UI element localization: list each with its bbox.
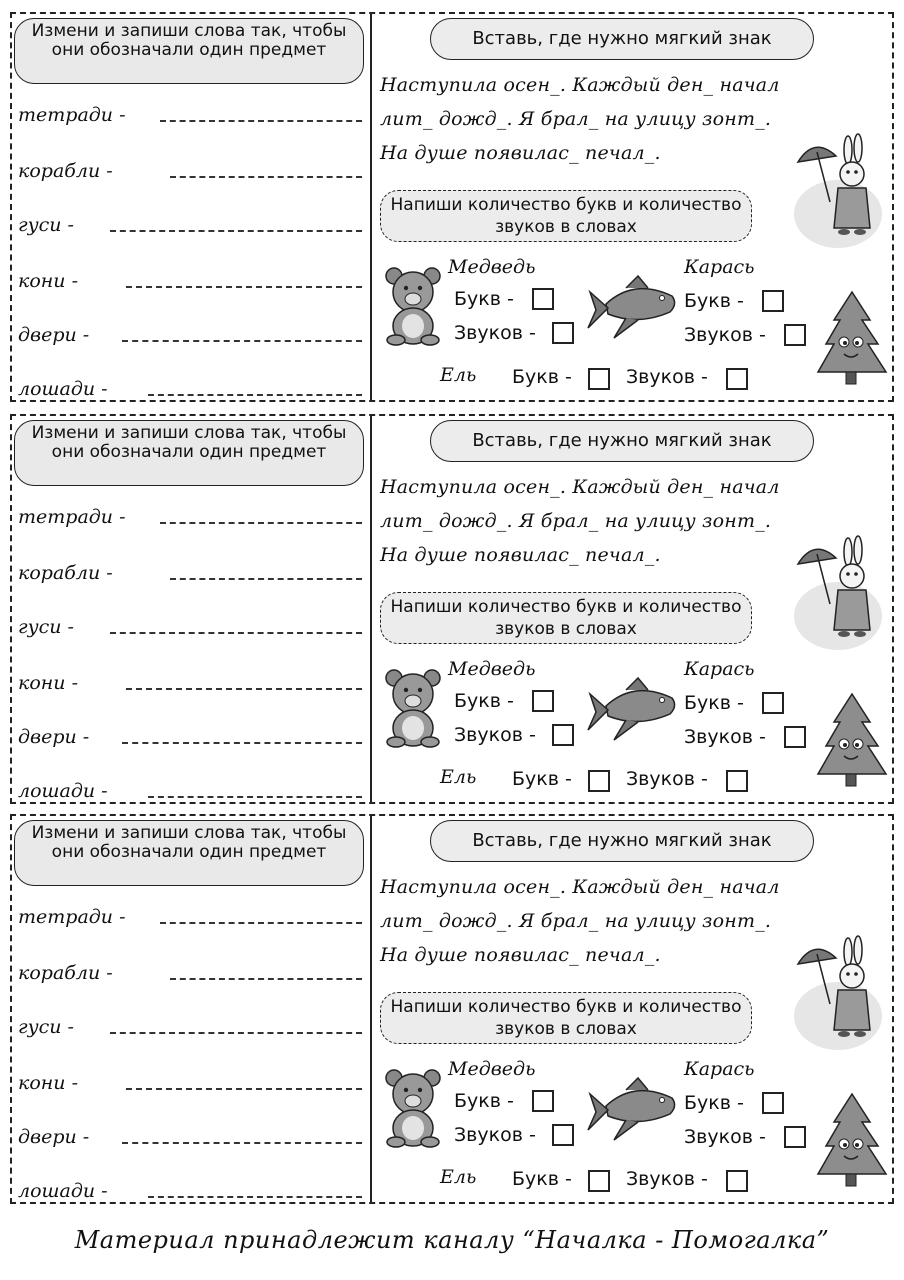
answer-line[interactable]: [148, 796, 362, 798]
letters-label: Букв -: [684, 290, 744, 312]
bear-icon: [382, 666, 444, 748]
word-row: [18, 1168, 362, 1208]
sounds-label: Звуков -: [626, 768, 708, 790]
sounds-box[interactable]: [552, 322, 574, 344]
word-row: [18, 1004, 362, 1044]
word-label: корабли -: [18, 562, 113, 584]
bear-icon: [382, 264, 444, 346]
sounds-box[interactable]: [784, 1126, 806, 1148]
word-row: [18, 258, 362, 298]
answer-line[interactable]: [110, 1032, 362, 1034]
letters-box[interactable]: [762, 692, 784, 714]
word-label: гуси -: [18, 1016, 74, 1038]
column-divider: [370, 14, 372, 400]
sounds-box[interactable]: [726, 368, 748, 390]
answer-line[interactable]: [122, 1142, 362, 1144]
letters-label: Букв -: [512, 366, 572, 388]
sounds-label: Звуков -: [626, 366, 708, 388]
letters-label: Букв -: [684, 1092, 744, 1114]
bunny-umbrella-icon: [792, 934, 884, 1052]
word-label: кони -: [18, 1072, 78, 1094]
answer-line[interactable]: [160, 120, 362, 122]
letters-box[interactable]: [532, 288, 554, 310]
sentence-line: На душе появилас_ печал_.: [380, 544, 661, 566]
sounds-box[interactable]: [726, 770, 748, 792]
fish-icon: [586, 274, 682, 344]
sentence-line: Наступила осен_. Каждый ден_ начал: [380, 876, 780, 898]
word-row: [18, 92, 362, 132]
sounds-label: Звуков -: [684, 324, 766, 346]
sentence-line: лит_ дожд_. Я брал_ на улицу зонт_.: [380, 108, 772, 130]
answer-line[interactable]: [126, 286, 362, 288]
word-bear: Медведь: [448, 256, 536, 278]
letters-label: Букв -: [454, 288, 514, 310]
letters-label: Букв -: [454, 690, 514, 712]
word-label: лошади -: [18, 780, 108, 802]
word-row: [18, 1060, 362, 1100]
answer-line[interactable]: [170, 176, 362, 178]
answer-line[interactable]: [110, 230, 362, 232]
sentence-line: На душе появилас_ печал_.: [380, 142, 661, 164]
column-divider: [370, 816, 372, 1202]
right-task-title: Вставь, где нужно мягкий знак: [430, 820, 814, 862]
sounds-label: Звуков -: [684, 726, 766, 748]
answer-line[interactable]: [170, 578, 362, 580]
sounds-label: Звуков -: [454, 724, 536, 746]
answer-line[interactable]: [148, 394, 362, 396]
sounds-box[interactable]: [552, 1124, 574, 1146]
letters-box[interactable]: [588, 1170, 610, 1192]
count-task-title: Напиши количество букв и количество звуков в словах: [380, 992, 752, 1044]
word-row: [18, 604, 362, 644]
word-row: [18, 894, 362, 934]
answer-line[interactable]: [126, 688, 362, 690]
right-task-title: Вставь, где нужно мягкий знак: [430, 18, 814, 60]
answer-line[interactable]: [170, 978, 362, 980]
word-label: тетради -: [18, 906, 126, 928]
word-row: [18, 366, 362, 406]
word-spruce: Ель: [440, 364, 477, 386]
bunny-umbrella-icon: [792, 534, 884, 652]
sounds-box[interactable]: [784, 324, 806, 346]
answer-line[interactable]: [126, 1088, 362, 1090]
sounds-box[interactable]: [784, 726, 806, 748]
answer-line[interactable]: [148, 1196, 362, 1198]
letters-label: Букв -: [454, 1090, 514, 1112]
letters-box[interactable]: [588, 770, 610, 792]
sentence-line: На душе появилас_ печал_.: [380, 944, 661, 966]
left-task-title: Измени и запиши слова так, чтобы они обозначали один предмет: [14, 820, 364, 886]
footer-credit: Материал принадлежит каналу “Началка - Помогалка”: [74, 1226, 830, 1254]
word-row: [18, 148, 362, 188]
left-task-title: Измени и запиши слова так, чтобы они обозначали один предмет: [14, 420, 364, 486]
word-row: [18, 950, 362, 990]
count-task-title: Напиши количество букв и количество звуков в словах: [380, 190, 752, 242]
letters-box[interactable]: [532, 690, 554, 712]
word-label: тетради -: [18, 104, 126, 126]
word-spruce: Ель: [440, 766, 477, 788]
letters-box[interactable]: [532, 1090, 554, 1112]
sounds-box[interactable]: [552, 724, 574, 746]
worksheet-card: [10, 814, 894, 1204]
right-task-title: Вставь, где нужно мягкий знак: [430, 420, 814, 462]
letters-box[interactable]: [762, 290, 784, 312]
word-bear: Медведь: [448, 658, 536, 680]
answer-line[interactable]: [160, 522, 362, 524]
sounds-label: Звуков -: [454, 1124, 536, 1146]
word-row: [18, 494, 362, 534]
word-label: тетради -: [18, 506, 126, 528]
sounds-label: Звуков -: [684, 1126, 766, 1148]
count-task-title: Напиши количество букв и количество звуков в словах: [380, 592, 752, 644]
answer-line[interactable]: [122, 742, 362, 744]
word-label: гуси -: [18, 616, 74, 638]
word-crucian: Карась: [684, 658, 755, 680]
word-label: двери -: [18, 324, 90, 346]
column-divider: [370, 416, 372, 802]
tree-icon: [814, 290, 888, 386]
sentence-line: лит_ дожд_. Я брал_ на улицу зонт_.: [380, 910, 772, 932]
letters-label: Букв -: [512, 1168, 572, 1190]
word-row: [18, 660, 362, 700]
tree-icon: [814, 1092, 888, 1188]
answer-line[interactable]: [110, 632, 362, 634]
sentence-line: Наступила осен_. Каждый ден_ начал: [380, 476, 780, 498]
worksheet-card: [10, 12, 894, 402]
fish-icon: [586, 1076, 682, 1146]
sounds-label: Звуков -: [454, 322, 536, 344]
word-row: [18, 714, 362, 754]
word-label: корабли -: [18, 962, 113, 984]
worksheet-card: [10, 414, 894, 804]
word-label: двери -: [18, 726, 90, 748]
bear-icon: [382, 1066, 444, 1148]
word-crucian: Карась: [684, 1058, 755, 1080]
word-label: гуси -: [18, 214, 74, 236]
sounds-label: Звуков -: [626, 1168, 708, 1190]
sentence-line: лит_ дожд_. Я брал_ на улицу зонт_.: [380, 510, 772, 532]
word-row: [18, 550, 362, 590]
sentence-line: Наступила осен_. Каждый ден_ начал: [380, 74, 780, 96]
tree-icon: [814, 692, 888, 788]
sounds-box[interactable]: [726, 1170, 748, 1192]
word-row: [18, 312, 362, 352]
word-label: кони -: [18, 672, 78, 694]
letters-box[interactable]: [762, 1092, 784, 1114]
word-crucian: Карась: [684, 256, 755, 278]
word-label: двери -: [18, 1126, 90, 1148]
answer-line[interactable]: [160, 922, 362, 924]
word-label: лошади -: [18, 1180, 108, 1202]
fish-icon: [586, 676, 682, 746]
word-row: [18, 1114, 362, 1154]
letters-label: Букв -: [512, 768, 572, 790]
word-label: кони -: [18, 270, 78, 292]
word-label: лошади -: [18, 378, 108, 400]
letters-box[interactable]: [588, 368, 610, 390]
letters-label: Букв -: [684, 692, 744, 714]
word-label: корабли -: [18, 160, 113, 182]
left-task-title: Измени и запиши слова так, чтобы они обозначали один предмет: [14, 18, 364, 84]
word-spruce: Ель: [440, 1166, 477, 1188]
bunny-umbrella-icon: [792, 132, 884, 250]
word-bear: Медведь: [448, 1058, 536, 1080]
word-row: [18, 202, 362, 242]
answer-line[interactable]: [122, 340, 362, 342]
word-row: [18, 768, 362, 808]
